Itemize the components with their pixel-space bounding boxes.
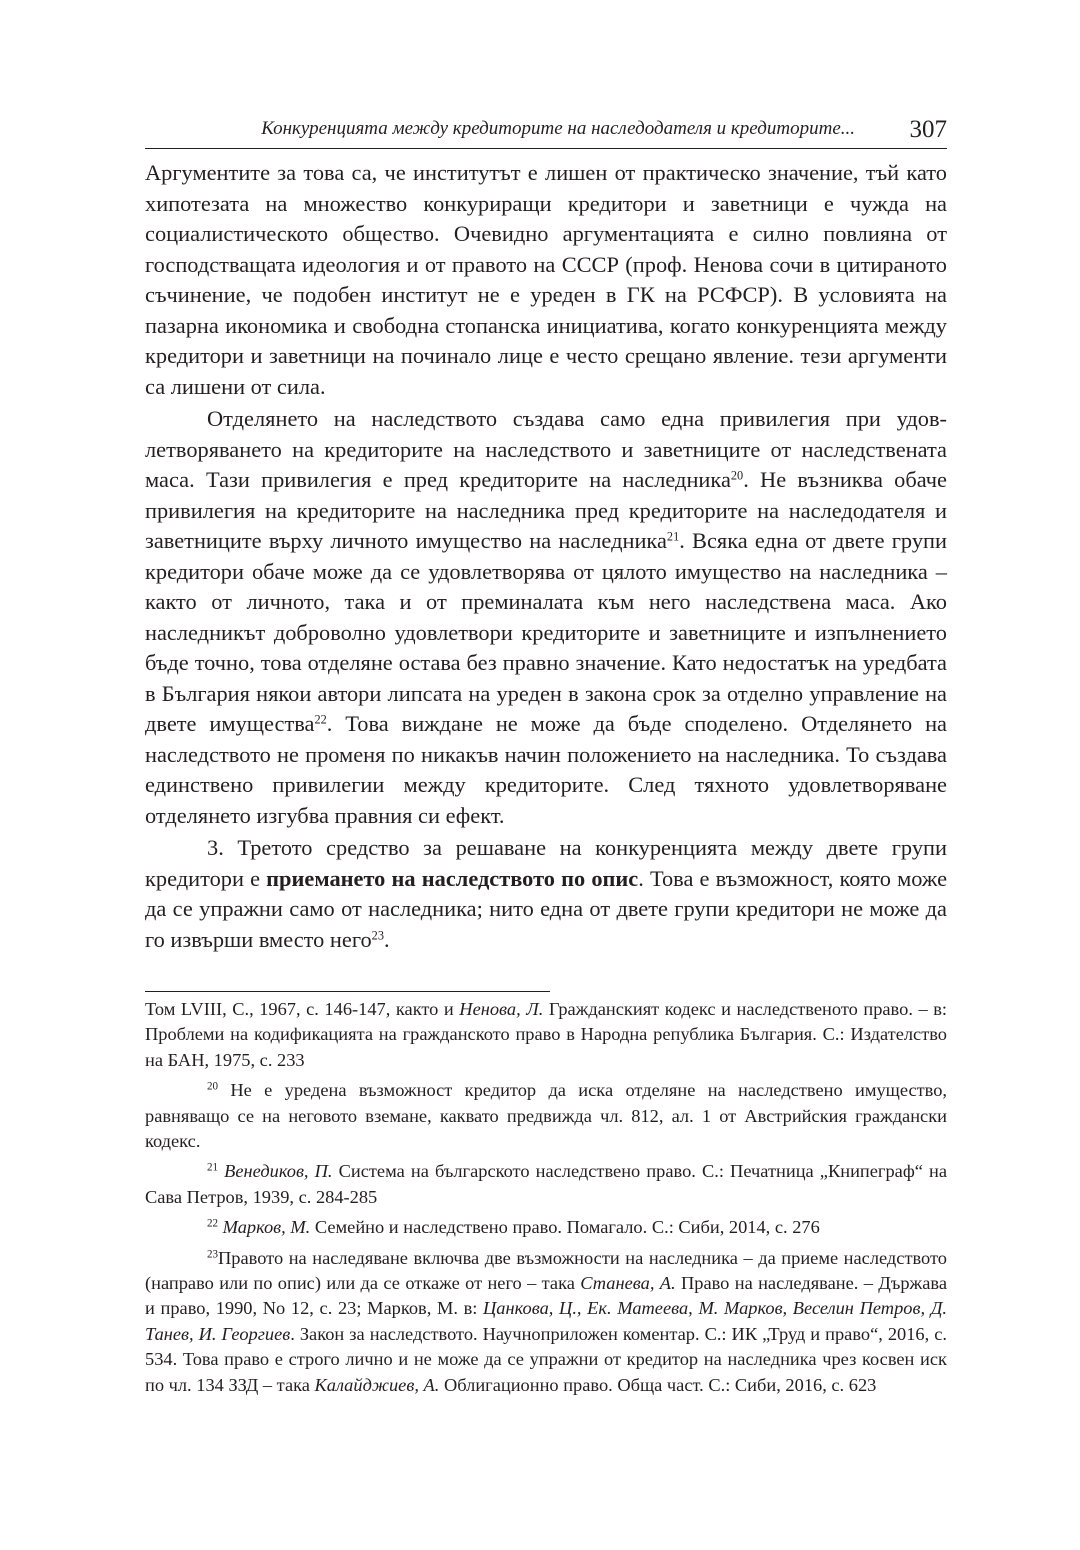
footnote-number-23: 23 — [207, 1248, 219, 1261]
footnote-ref-20: 20 — [730, 468, 744, 483]
footnote-22 — [145, 1215, 947, 1240]
footnote-number-20: 20 — [207, 1080, 219, 1093]
footnote-continuation-author: Ненова, Л. — [459, 999, 544, 1019]
footnote-21-author: Венедиков, П. — [218, 1161, 333, 1182]
footnote-23-author-1: Станева, А. — [580, 1273, 676, 1294]
footnote-continuation — [145, 997, 947, 1073]
page-number: 307 — [909, 116, 947, 143]
footnote-23-text-1: Правото на наследяване включва две възможности на наследника – да приеме наследството (направо или по опис) или да се откаже от него – така — [145, 1247, 947, 1294]
paragraph-3 — [145, 833, 947, 955]
paragraph-3-text-3: . — [383, 926, 390, 952]
footnote-23 — [145, 1246, 947, 1398]
paragraph-2 — [145, 404, 947, 831]
footnote-21 — [145, 1159, 947, 1210]
running-header — [145, 112, 947, 149]
paragraph-2-text-4: . Това виждане не може да бъде споделено. Отделянето на наследството не променя по никакъв начин положението на наследника. То създава единствено привилегии между кредиторите. След тяхното удовлетворяване отделянето изгубва правния си ефект. — [145, 711, 947, 828]
paragraph-2-text-2: . Не възниква обаче привилегия на кредиторите на наследника пред кредиторите на наследодателя и заветниците върху личното имущество на наследника — [145, 467, 947, 553]
footnote-20 — [145, 1078, 947, 1154]
footnote-23-author-3: Калайджиев, А. — [314, 1374, 440, 1395]
paragraph-2-text-3: . Всяка една от двете групи кредитори обаче може да се удовлетворява от цялото имущество на наследника – както от личното, така и от преминалата към него наследствена маса. Ако наследникът доброволно удовлетвори кредиторите и заветниците и изпълнението бъде точно, това отделяне остава без правно значение. Като недостатък на уредбата в България някои автори липсата на уреден в закона срок за отделно управление на двете имущества — [145, 528, 947, 736]
paragraph-3-bold-term: приемането на наследството по опис — [266, 865, 639, 891]
footnote-number-21: 21 — [207, 1161, 219, 1174]
footnote-ref-23: 23 — [371, 928, 384, 943]
main-text — [145, 158, 947, 957]
running-title: Конкуренцията между кредиторите на наследодателя и кредиторите... — [261, 118, 855, 139]
footnote-23-text-2: Право на наследяване. – Държава и право, 1990, No 12, с. 23; Марков, М. в: — [145, 1273, 948, 1319]
footnote-separator — [145, 991, 550, 992]
footnote-23-text-4: Облигационно право. Обща част. С.: Сиби, 2016, с. 623 — [439, 1374, 877, 1395]
footnote-23-authors-2: Цанкова, Ц., Ек. Матеева, М. Марков, Веселин Петров, Д. Танев, И. Георгиев — [145, 1298, 947, 1344]
footnote-20-text: Не е уредена възможност кредитор да иска отделяне на наследствено имущество, равняващо се на неговото вземане, каквато предвижда чл. 812, ал. 1 от Австрийския граждански кодекс. — [145, 1080, 947, 1152]
paragraph-3-text-1: 3. Третото средство за решаване на конкуренцията между двете групи кредитори е — [145, 835, 947, 891]
footnotes — [145, 997, 947, 1403]
footnote-22-text: Семейно и наследствено право. Помагало. С.: Сиби, 2014, с. 276 — [310, 1217, 820, 1238]
footnote-number-22: 22 — [207, 1217, 219, 1230]
footnote-23-text-3: . Закон за наследството. Научноприложен коментар. С.: ИК „Труд и право“, 2016, с. 534. Това право е строго лично и не може да се упражни от кредитор на наследника чрез косвен иск по чл. 134 ЗЗД – така — [145, 1323, 947, 1395]
footnote-22-author: Марков, М. — [218, 1217, 311, 1238]
footnote-ref-21: 21 — [666, 529, 680, 544]
footnote-ref-22: 22 — [314, 712, 327, 727]
paragraph-1: Аргументите за това са, че институтът е лишен от практическо значение, тъй като хипотезата на множество конкуриращи кредитори и заветници е чужда на социалистическото общество. Очевидно аргументацията е силно повлияна от господстващата идеология и от правото на СССР (проф. Ненова сочи в цитираното съчинение, че подобен институт не е уреден в ГК на РСФСР). В условията на пазарна икономика и свободна стопанска инициатива, когато конкуренцията между кредитори и заветници на починало лице е често срещано явление. тези аргументи са лишени от сила. — [145, 160, 947, 399]
footnote-21-text: Система на българското наследствено право. С.: Печатница „Книпеграф“ на Сава Петров, 1939, с. 284-285 — [145, 1161, 947, 1207]
footnote-continuation-text-1: Том LVIII, С., 1967, с. 146-147, както и — [145, 999, 460, 1019]
paragraph-3-text-2: . Това е възможност, която може да се упражни само от наследника; нито една от двете групи кредитори не може да го извърши вместо него — [145, 865, 948, 952]
paragraph-2-text-1: Отделянето на наследството създава само една привилегия при удовлетворяването на кредиторите на наследството и заветниците от наследствената маса. Тази привилегия е пред кредиторите на наследника — [145, 406, 947, 492]
footnote-continuation-text-2: Гражданският кодекс и наследственото право. – в: Проблеми на кодификацията на гражданското право в Народна република България. С.: Издателство на БАН, 1975, с. 233 — [145, 999, 947, 1070]
